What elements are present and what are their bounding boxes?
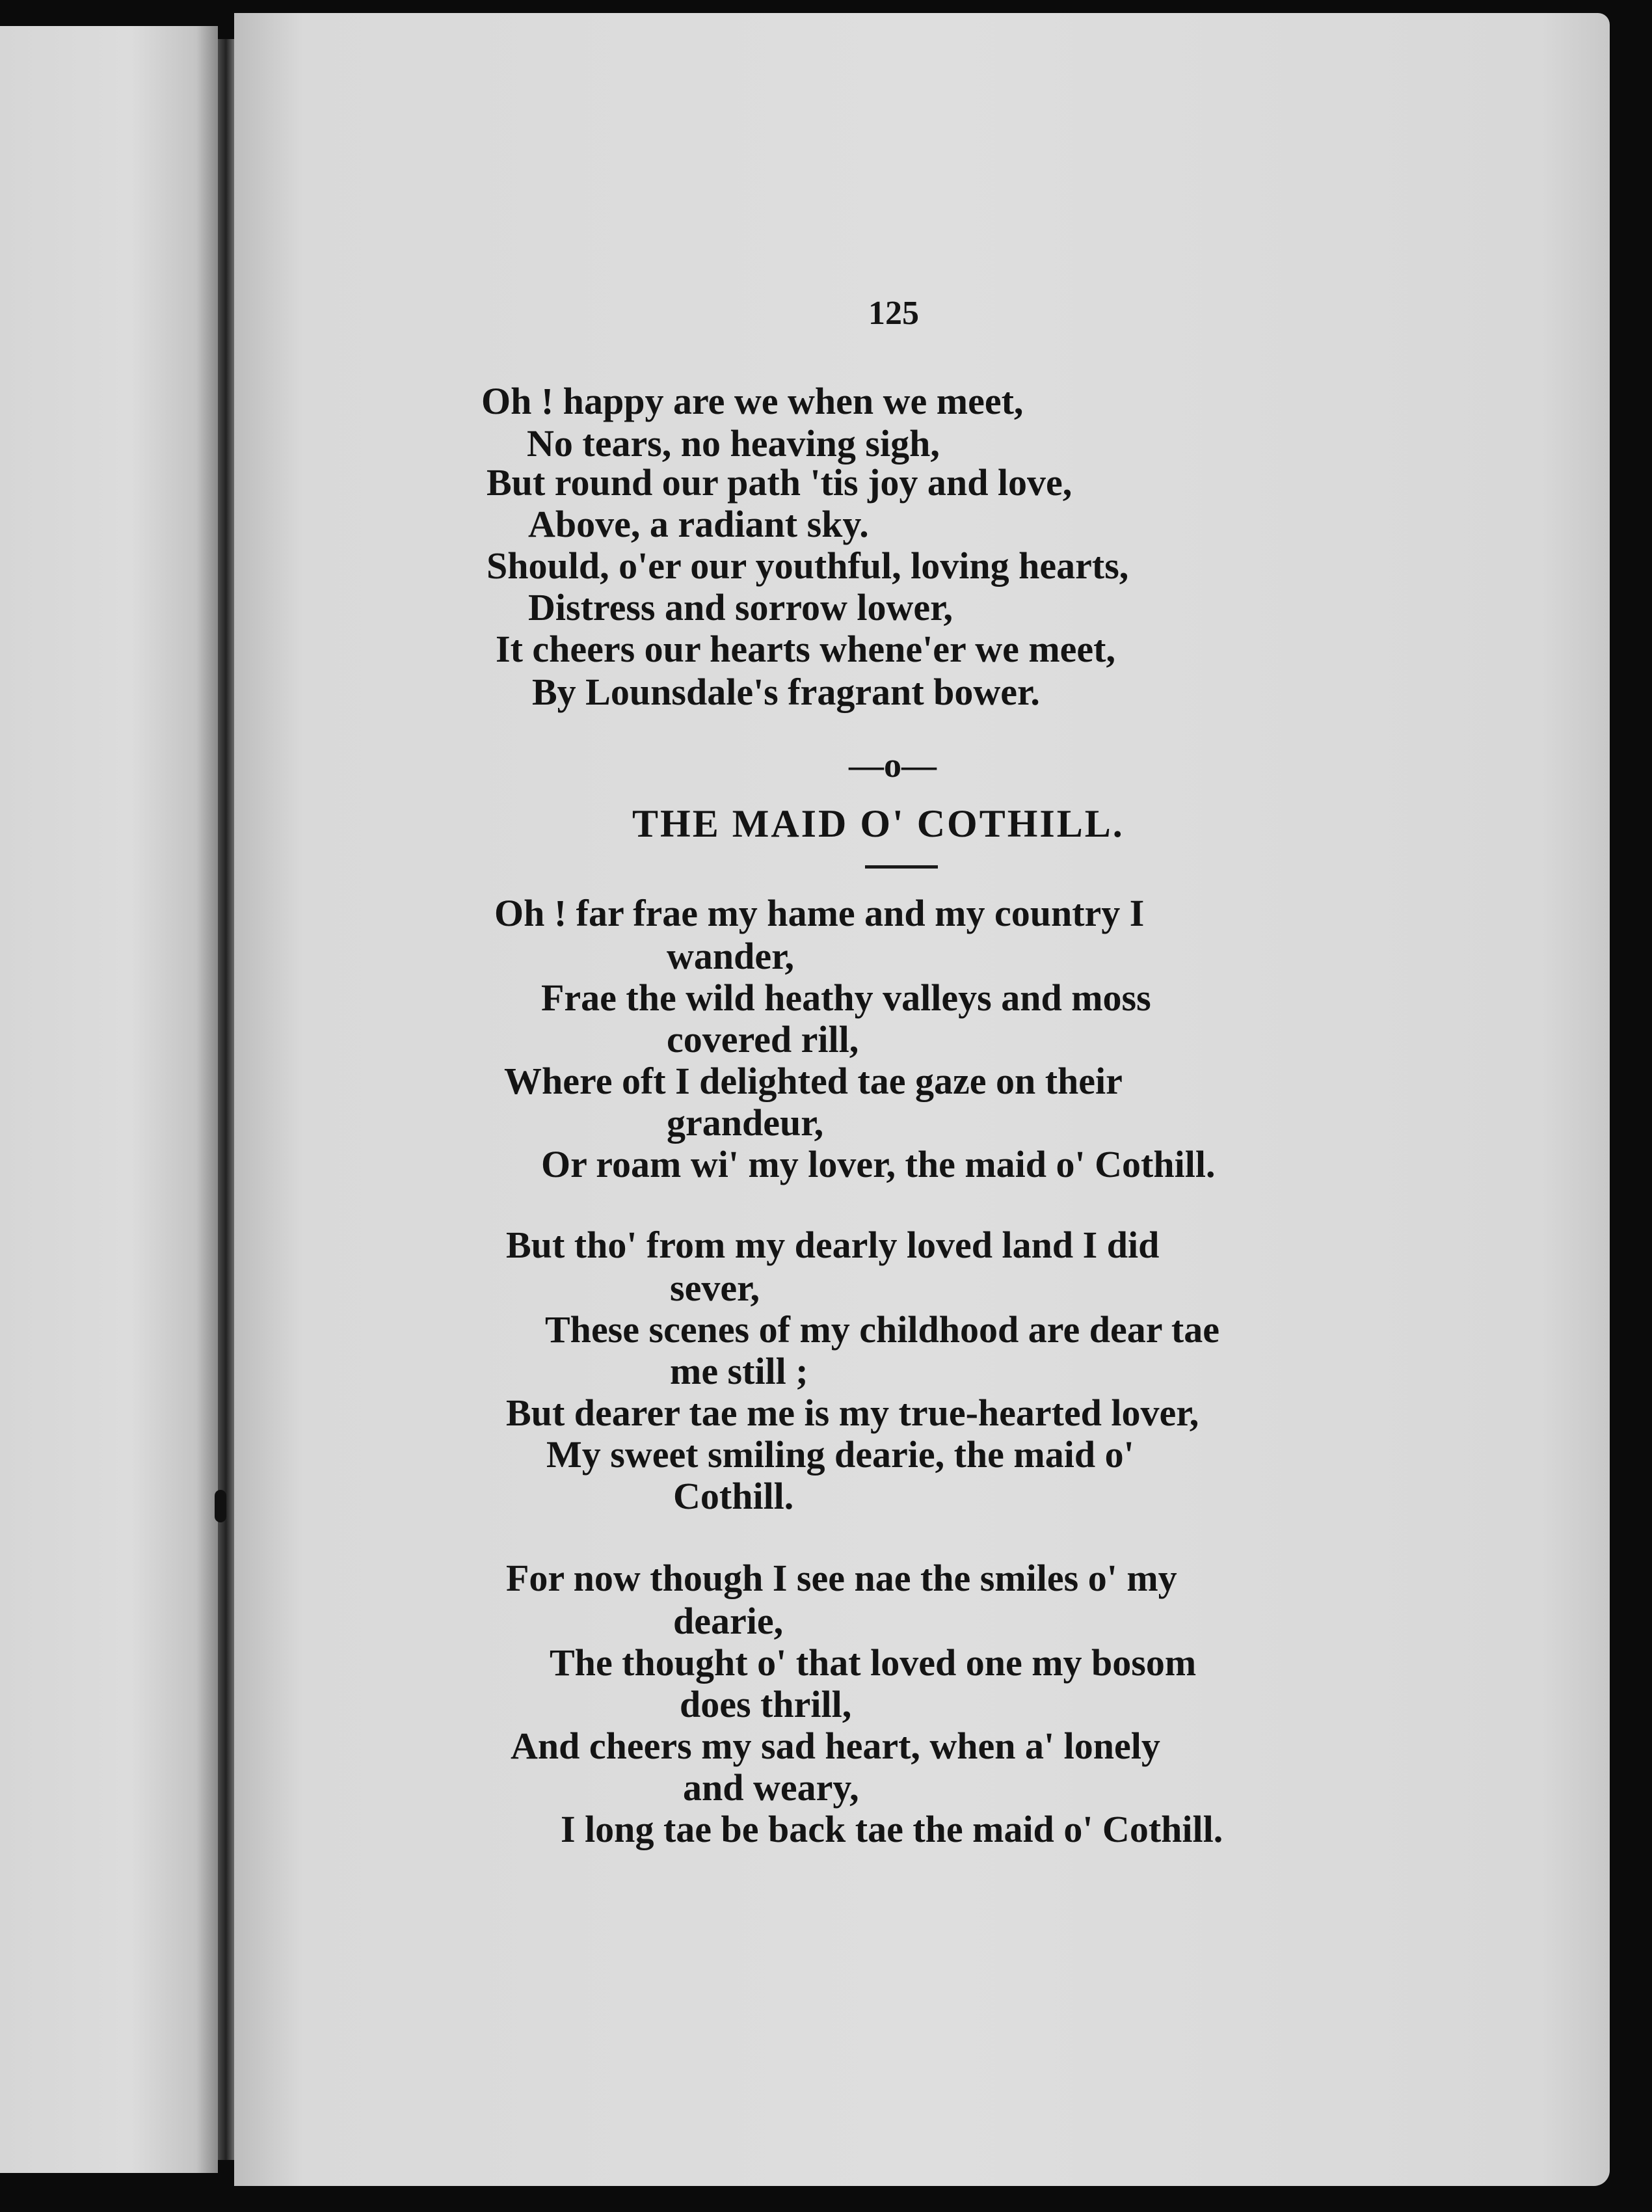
song-line: dearie, (673, 1600, 784, 1642)
song-line: I long tae be back tae the maid o' Cothill. (561, 1808, 1223, 1850)
page-number: 125 (868, 295, 919, 332)
song-line: does thrill, (680, 1683, 852, 1725)
section-divider: —o— (849, 746, 937, 785)
song-line: These scenes of my childhood are dear tae (545, 1308, 1219, 1351)
top-stanza-line: No tears, no heaving sigh, (527, 422, 940, 465)
left-page (0, 26, 218, 2173)
song-line: wander, (667, 935, 795, 977)
song-line: The thought o' that loved one my bosom (550, 1641, 1197, 1684)
song-line: For now though I see nae the smiles o' my (506, 1557, 1177, 1599)
song-line: My sweet smiling dearie, the maid o' (546, 1433, 1134, 1476)
song-line: sever, (670, 1267, 760, 1309)
song-line: covered rill, (667, 1018, 859, 1060)
top-stanza-line: Should, o'er our youthful, loving hearts, (486, 545, 1129, 587)
song-line: Where oft I delighted tae gaze on their (504, 1060, 1123, 1102)
song-line: But tho' from my dearly loved land I did (506, 1224, 1160, 1266)
song-line: grandeur, (667, 1101, 824, 1144)
top-stanza-line: It cheers our hearts whene'er we meet, (496, 628, 1115, 670)
title-rule (865, 865, 938, 869)
top-stanza-line: Distress and sorrow lower, (528, 586, 953, 628)
song-line: Oh ! far frae my hame and my country I (494, 892, 1145, 934)
top-stanza-line: By Lounsdale's fragrant bower. (532, 671, 1040, 713)
song-title: THE MAID O' COTHILL. (632, 802, 1125, 845)
song-line: and weary, (683, 1766, 859, 1809)
song-line: me still ; (670, 1350, 808, 1392)
top-stanza-line: Oh ! happy are we when we meet, (481, 380, 1024, 422)
top-stanza-line: But round our path 'tis joy and love, (486, 461, 1072, 504)
book-spine (218, 39, 234, 2160)
top-stanza-line: Above, a radiant sky. (528, 503, 869, 545)
song-line: And cheers my sad heart, when a' lonely (511, 1725, 1160, 1767)
spine-binding-mark (215, 1490, 226, 1522)
song-line: But dearer tae me is my true-hearted lover, (506, 1392, 1199, 1434)
song-line: Frae the wild heathy valleys and moss (541, 977, 1151, 1019)
song-line: Or roam wi' my lover, the maid o' Cothill. (541, 1143, 1216, 1185)
song-line: Cothill. (673, 1475, 794, 1517)
